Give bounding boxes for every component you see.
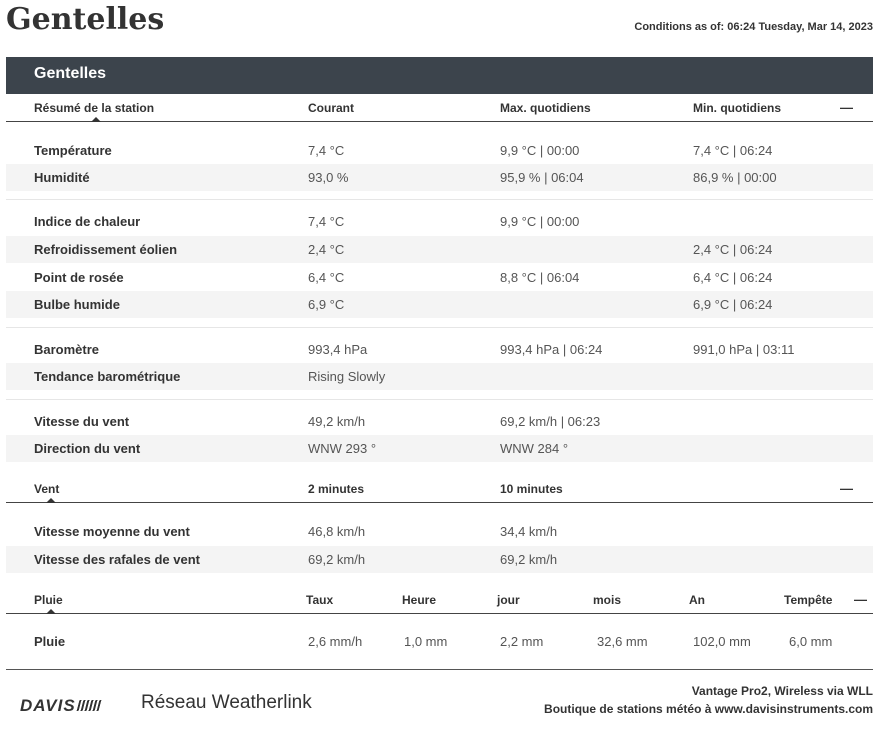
- conditions-timestamp: Conditions as of: 06:24 Tuesday, Mar 14, 2023: [634, 21, 873, 33]
- row-label: Point de rosée: [34, 270, 124, 285]
- collapse-rain-button[interactable]: —: [854, 592, 867, 607]
- shop-link[interactable]: Boutique de stations météo à www.davisinstruments.com: [544, 702, 873, 716]
- col-storm: Tempête: [784, 593, 833, 607]
- cell-month: 32,6 mm: [597, 634, 648, 649]
- table-row: [6, 628, 873, 655]
- davis-logo: [20, 696, 100, 716]
- cell-max: WNW 284 °: [500, 441, 569, 456]
- table-row: [6, 208, 873, 235]
- row-label: Température: [34, 143, 112, 158]
- cell-current: WNW 293 °: [308, 441, 377, 456]
- cell-min: 86,9 % | 00:00: [693, 170, 777, 185]
- wind-header-label: Vent: [34, 482, 60, 496]
- cell-max: 95,9 % | 06:04: [500, 170, 584, 185]
- col-hour: Heure: [402, 593, 437, 607]
- brand-text: DAVIS: [20, 696, 76, 715]
- col-current: Courant: [308, 101, 354, 115]
- cell-current: 7,4 °C: [308, 143, 345, 158]
- row-label: Vitesse moyenne du vent: [34, 524, 190, 539]
- cell-max: 993,4 hPa | 06:24: [500, 342, 603, 357]
- table-row: [6, 164, 873, 191]
- cell-two-min: 46,8 km/h: [308, 524, 366, 539]
- col-day: jour: [497, 593, 520, 607]
- cell-min: 991,0 hPa | 03:11: [693, 342, 795, 357]
- row-label: Tendance barométrique: [34, 369, 181, 384]
- caret-up-icon: [46, 609, 56, 614]
- row-label: Baromètre: [34, 342, 100, 357]
- divider: [6, 399, 873, 400]
- table-row: [6, 518, 873, 545]
- collapse-summary-button[interactable]: —: [840, 100, 853, 115]
- cell-two-min: 69,2 km/h: [308, 552, 366, 567]
- col-ten-minutes: 10 minutes: [500, 482, 563, 496]
- table-row: [6, 291, 873, 318]
- page-title: Gentelles: [6, 2, 165, 37]
- collapse-wind-button[interactable]: —: [840, 481, 853, 496]
- rain-header: [6, 586, 873, 614]
- cell-min: 7,4 °C | 06:24: [693, 143, 773, 158]
- cell-current: 6,9 °C: [308, 297, 345, 312]
- cell-min: 2,4 °C | 06:24: [693, 242, 773, 257]
- row-label: Vitesse du vent: [34, 414, 130, 429]
- table-row: [6, 264, 873, 291]
- cell-current: 49,2 km/h: [308, 414, 366, 429]
- col-rate: Taux: [306, 593, 334, 607]
- summary-header-label: Résumé de la station: [34, 101, 155, 115]
- col-daily-min: Min. quotidiens: [693, 101, 781, 115]
- cell-ten-min: 69,2 km/h: [500, 552, 558, 567]
- cell-current: 7,4 °C: [308, 214, 345, 229]
- footer-divider: [6, 669, 873, 670]
- cell-current: Rising Slowly: [308, 369, 386, 384]
- caret-up-icon: [91, 117, 101, 122]
- col-two-minutes: 2 minutes: [308, 482, 365, 496]
- table-row: [6, 546, 873, 573]
- cell-max: 69,2 km/h | 06:23: [500, 414, 601, 429]
- cell-hour: 1,0 mm: [404, 634, 448, 649]
- cell-max: 8,8 °C | 06:04: [500, 270, 580, 285]
- cell-current: 6,4 °C: [308, 270, 345, 285]
- rain-header-label: Pluie: [34, 593, 63, 607]
- col-year: An: [689, 593, 705, 607]
- divider: [6, 327, 873, 328]
- cell-max: 9,9 °C | 00:00: [500, 214, 580, 229]
- row-label: Vitesse des rafales de vent: [34, 552, 200, 567]
- row-label: Direction du vent: [34, 441, 141, 456]
- cell-current: 2,4 °C: [308, 242, 345, 257]
- cell-min: 6,4 °C | 06:24: [693, 270, 773, 285]
- row-label: Indice de chaleur: [34, 214, 141, 229]
- divider: [6, 199, 873, 200]
- network-name: Réseau Weatherlink: [141, 692, 312, 713]
- col-month: mois: [593, 593, 622, 607]
- caret-up-icon: [46, 498, 56, 503]
- table-row: [6, 408, 873, 435]
- cell-current: 93,0 %: [308, 170, 349, 185]
- logo-stripes-icon: [76, 700, 101, 711]
- device-info: Vantage Pro2, Wireless via WLL: [691, 684, 873, 698]
- cell-current: 993,4 hPa: [308, 342, 368, 357]
- cell-year: 102,0 mm: [693, 634, 751, 649]
- cell-day: 2,2 mm: [500, 634, 544, 649]
- table-row: [6, 336, 873, 363]
- col-daily-max: Max. quotidiens: [500, 101, 591, 115]
- cell-min: 6,9 °C | 06:24: [693, 297, 773, 312]
- station-bar: [6, 57, 873, 94]
- cell-storm: 6,0 mm: [789, 634, 833, 649]
- wind-header: [6, 475, 873, 503]
- cell-ten-min: 34,4 km/h: [500, 524, 558, 539]
- row-label: Pluie: [34, 634, 66, 649]
- summary-header: [6, 94, 873, 122]
- row-label: Humidité: [34, 170, 90, 185]
- row-label: Refroidissement éolien: [34, 242, 178, 257]
- table-row: [6, 137, 873, 164]
- table-row: [6, 435, 873, 462]
- table-row: [6, 236, 873, 263]
- cell-rate: 2,6 mm/h: [308, 634, 363, 649]
- cell-max: 9,9 °C | 00:00: [500, 143, 580, 158]
- table-row: [6, 363, 873, 390]
- row-label: Bulbe humide: [34, 297, 120, 312]
- station-name: Gentelles: [34, 65, 107, 82]
